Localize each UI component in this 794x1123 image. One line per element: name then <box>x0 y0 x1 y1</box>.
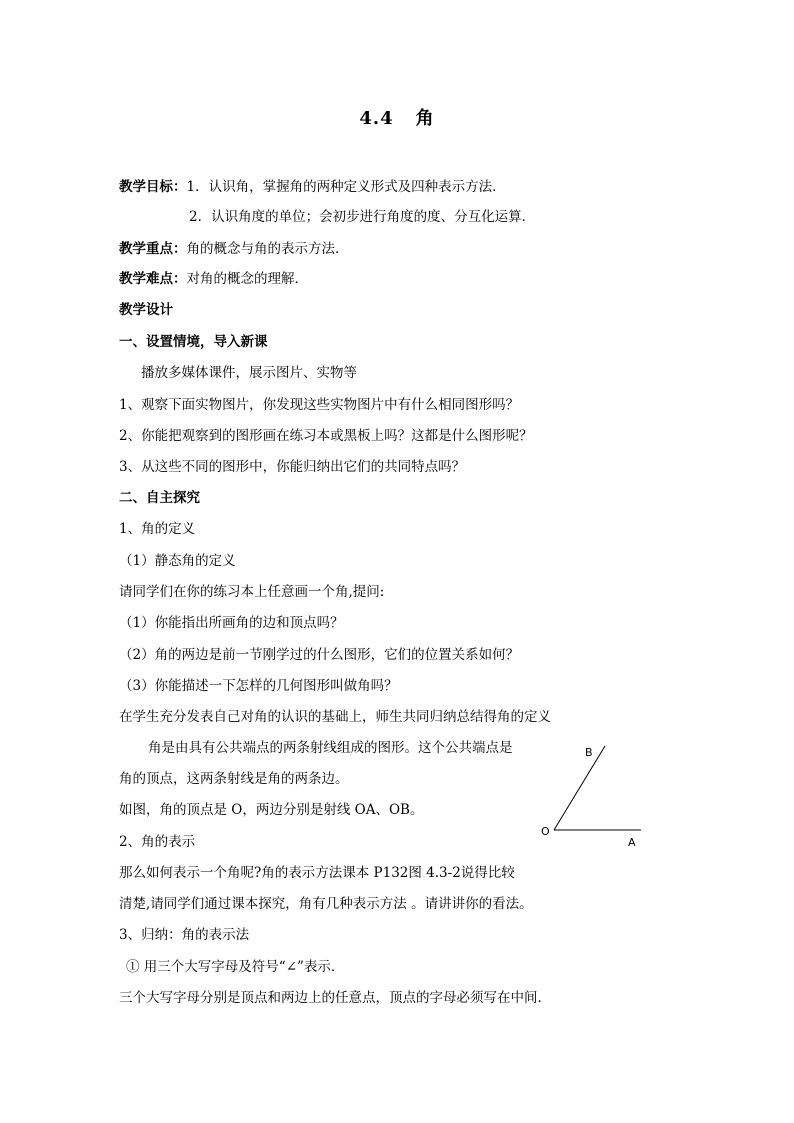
difficulty-line <box>119 270 308 288</box>
label-a: A <box>628 836 636 849</box>
method-1-detail: 三个大写字母分别是顶点和两边上的任意点，顶点的字母必须写在中间． <box>119 990 551 1006</box>
section2-p2: （2）角的两边是前一节刚学过的什么图形，它们的位置关系如何？ <box>119 647 520 663</box>
method-1: ① 用三个大写字母及符号“∠”表示． <box>126 959 345 975</box>
section2-sub1a: （1）静态角的定义 <box>119 553 236 569</box>
difficulty-text: 对角的概念的理解． <box>186 271 308 287</box>
section1-heading: 一、设置情境，导入新课 <box>119 334 268 350</box>
section1-q3: 3、从这些不同的图形中，你能归纳出它们的共同特点吗？ <box>119 459 466 475</box>
design-heading: 教学设计 <box>119 302 173 318</box>
ray-ob <box>554 746 605 830</box>
section2-sub3: 3、归纳：角的表示法 <box>119 927 250 943</box>
key-points-line <box>119 240 349 258</box>
section1-intro: 播放多媒体课件，展示图片、实物等 <box>141 365 357 381</box>
title-number: 4.4 <box>359 108 394 129</box>
title-text: 角 <box>415 108 435 129</box>
goals-label: 教学目标： <box>119 179 187 195</box>
key-points-text: 角的概念与角的表示方法． <box>186 241 349 257</box>
section2-p3: （3）你能描述一下怎样的几何图形叫做角吗？ <box>119 678 398 694</box>
goals-item-1: 1．认识角，掌握角的两种定义形式及四种表示方法． <box>186 179 506 195</box>
section2-p1: （1）你能指出所画角的边和顶点吗？ <box>119 615 344 631</box>
angle-diagram <box>530 738 650 853</box>
label-o: O <box>541 825 550 838</box>
goals-item-2: 2．认识角度的单位；会初步进行角度的度、分互化运算． <box>189 209 536 225</box>
section2-heading: 二、自主探究 <box>119 490 200 506</box>
key-points-label: 教学重点： <box>119 241 187 257</box>
section2-sub2: 2、角的表示 <box>119 834 196 850</box>
page-title <box>0 104 794 130</box>
goals-line-1 <box>119 178 506 196</box>
definition-line-1: 角是由具有公共端点的两条射线组成的图形。这个公共端点是 <box>148 740 513 756</box>
section2-summary: 在学生充分发表自己对角的认识的基础上，师生共同归纳总结得角的定义 <box>119 709 551 725</box>
representation-line-1: 那么如何表示一个角呢?角的表示方法课本 P132图 4.3-2说得比较 <box>119 865 515 881</box>
definition-line-2: 角的顶点，这两条射线是角的两条边。 <box>119 771 349 787</box>
label-b: B <box>585 746 593 759</box>
section2-prompt: 请同学们在你的练习本上任意画一个角,提问: <box>119 584 385 600</box>
section1-q2: 2、你能把观察到的图形画在练习本或黑板上吗？这都是什么图形呢？ <box>119 428 533 444</box>
difficulty-label: 教学难点： <box>119 271 187 287</box>
definition-example: 如图，角的顶点是 O，两边分别是射线 OA、OB。 <box>119 802 424 818</box>
section1-q1: 1、观察下面实物图片，你发现这些实物图片中有什么相同图形吗？ <box>119 397 520 413</box>
representation-line-2: 清楚,请同学们通过课本探究，角有几种表示方法 。请讲讲你的看法。 <box>119 896 533 912</box>
section2-sub1: 1、角的定义 <box>119 521 196 537</box>
